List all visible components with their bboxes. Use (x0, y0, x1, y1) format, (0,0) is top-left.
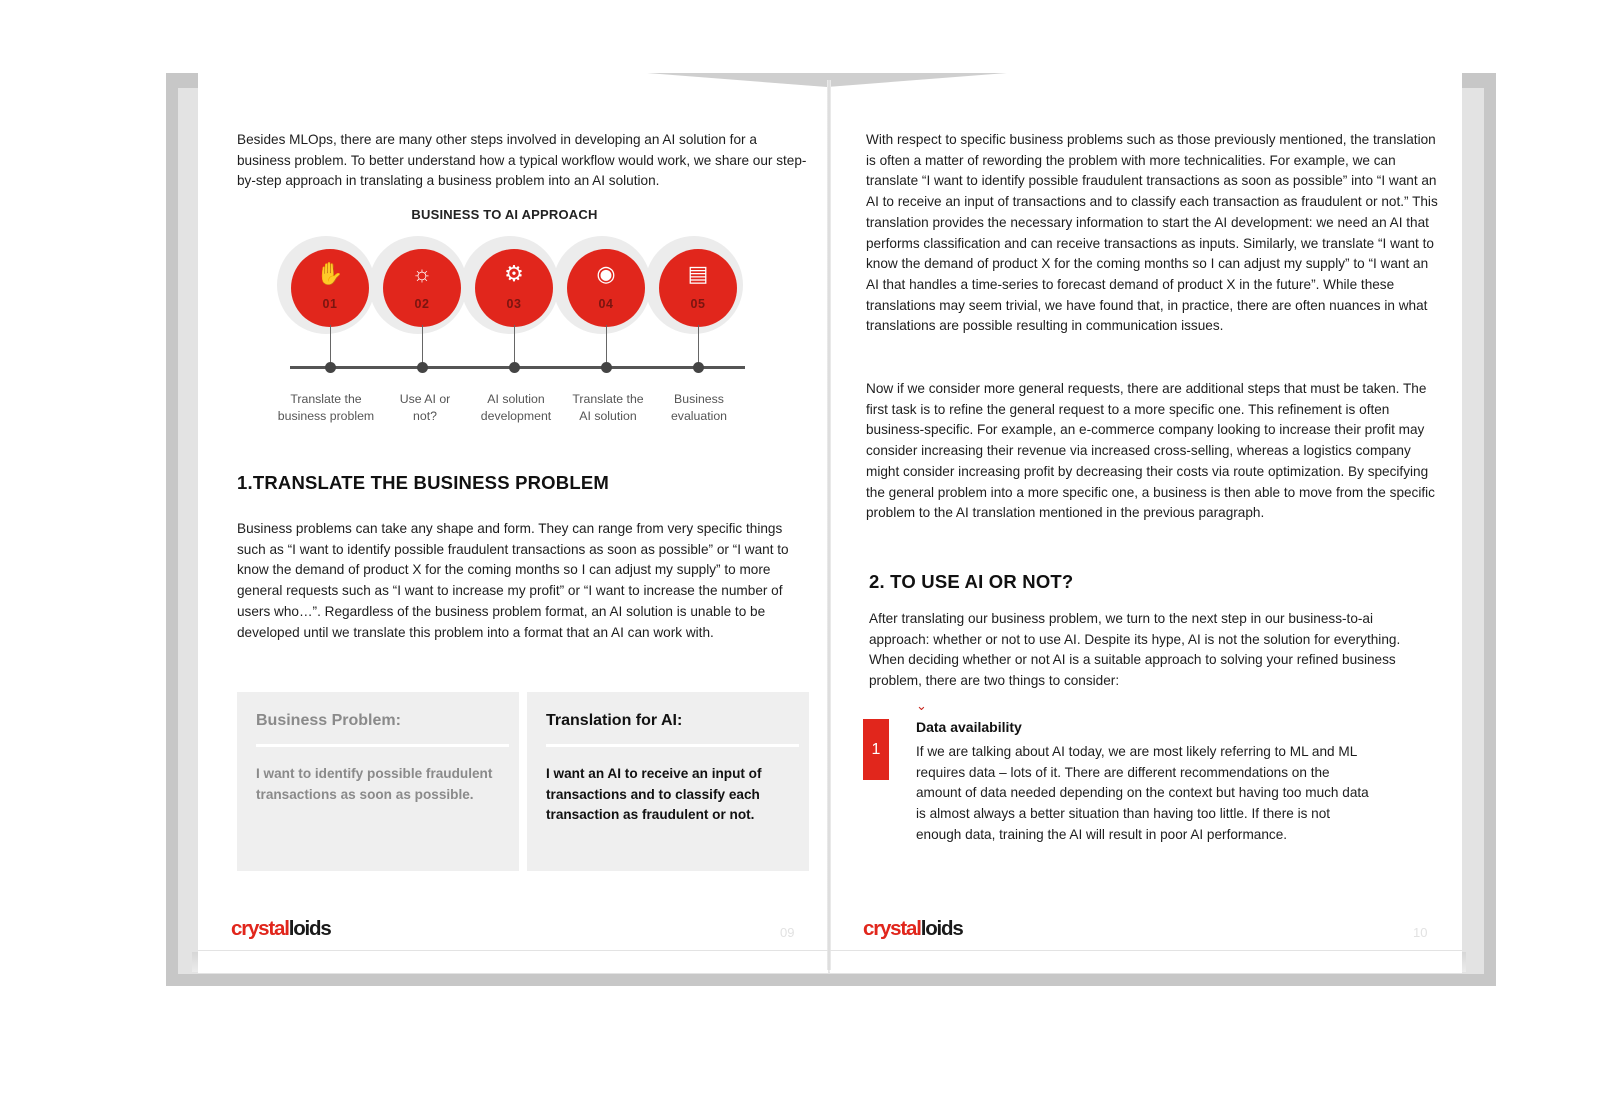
crystalloids-logo (231, 917, 331, 941)
book-spine (827, 80, 831, 970)
lightbulb-head-icon: ☼ (411, 261, 433, 286)
business-problem-box (237, 692, 519, 871)
box-title: Business Problem: (256, 712, 401, 729)
step-label-line: AI solution (487, 392, 545, 406)
box-divider (256, 744, 509, 747)
step-circle-05 (659, 249, 737, 327)
logo-part: loids (288, 917, 331, 940)
chevron-down-icon: ⌄ (916, 698, 927, 713)
right-paragraph-2: Now if we consider more general requests, there are additional steps that must be taken. The first task is to refine the general request to a more specific one. This refinement is often business-specific. For example, an e-commerce company looking to increase their profit may consider increasing their revenue via increased cross-selling, whereas a logistics company might consider increasing profit by decreasing their costs via route optimization. By specifying the general problem into a more specific one, a business is then able to move from the specific problem to the AI translation mentioned in the previous paragraph. (866, 381, 1435, 521)
page-footer-rule (830, 950, 1462, 951)
step-label-line: Use AI or (399, 392, 451, 406)
analytics-globe-icon: ◉ (596, 261, 616, 286)
logo-part: crystal (863, 917, 921, 940)
box-title: Translation for AI: (546, 712, 683, 729)
step-label-line: not? (413, 408, 437, 423)
step-label-line: Translate the (572, 392, 644, 406)
item-body: If we are talking about AI today, we are most likely referring to ML and ML requires data – lots of it. There are different recommendations on the amount of data needed depending on the context but having too much data is almost always a better situation than having too little. If there is not enough data, training the AI will result in poor AI performance. (916, 744, 1369, 842)
page-number: 09 (780, 925, 795, 940)
timeline-dot (693, 362, 704, 373)
timeline-dot (417, 362, 428, 373)
handshake-icon: ✋ (316, 261, 344, 286)
crystalloids-logo (863, 917, 963, 941)
timeline-dot (601, 362, 612, 373)
translation-box (527, 692, 809, 871)
item-title: Data availability (916, 719, 1022, 735)
step-number: 02 (414, 297, 430, 311)
box-text: I want to identify possible fraudulent transactions as soon as possible. (256, 766, 493, 802)
step-label-line: evaluation (670, 408, 728, 423)
step-circle-03 (475, 249, 553, 327)
page-number: 10 (1413, 925, 1428, 940)
logo-part: crystal (231, 917, 289, 940)
step-label-line: Business (674, 392, 724, 406)
page-footer-rule (198, 950, 828, 951)
step-circle-04 (567, 249, 645, 327)
item-number-badge: 1 (863, 719, 889, 780)
section-heading-use-ai: 2. TO USE AI OR NOT? (869, 571, 1074, 592)
timeline-dot (325, 362, 336, 373)
logo-part: loids (920, 917, 963, 940)
intro-paragraph: Besides MLOps, there are many other steps involved in developing an AI solution for a business problem. To better understand how a typical workflow would work, we share our step-by-step approach in translating a business problem into an AI solution. (237, 132, 807, 189)
diagram-title: BUSINESS TO AI APPROACH (411, 207, 598, 222)
step-circle-01 (291, 249, 369, 327)
right-paragraph-1: With respect to specific business problems such as those previously mentioned, the translation is often a matter of rewording the problem with more technicalities. For example, we can translate “I want to identify possible fraudulent transactions as soon as possible” into “I want an AI to receive an input of transactions and to classify each transaction as fraudulent or not.” This translation provides the necessary information to start the AI development: we need an AI that performs classification and can receive transactions as inputs. Similarly, we translate “I want to know the demand of product X for the coming months so I can adjust my supply” to “I want an AI that handles a time-series to forecast demand of product X in the future”. While these translations may seem trivial, we have found that, in practice, there are often nuances in what translations are possible resulting in communication issues. (866, 132, 1438, 334)
step-number: 04 (598, 297, 614, 311)
evaluation-report-icon: ▤ (687, 261, 709, 286)
section-heading-translate: 1.TRANSLATE THE BUSINESS PROBLEM (237, 472, 609, 493)
step-label-05 (644, 391, 754, 424)
step-number: 03 (506, 297, 522, 311)
step-label-line: Translate the (290, 392, 362, 406)
step-label-line: business problem (277, 408, 375, 423)
step-circle-02 (383, 249, 461, 327)
box-text: I want an AI to receive an input of transactions and to classify each transaction as fraudulent or not. (546, 766, 762, 823)
ai-chip-icon: ⚙ (504, 261, 524, 286)
step-label-line: development (480, 408, 552, 423)
step-label-line: AI solution (579, 408, 637, 423)
box-divider (546, 744, 799, 747)
timeline-dot (509, 362, 520, 373)
step-label-01 (271, 391, 381, 424)
step-number: 05 (690, 297, 706, 311)
step-number: 01 (322, 297, 338, 311)
section-body-translate: Business problems can take any shape and form. They can range from very specific things such as “I want to identify possible fraudulent transactions as soon as possible” or “I want to know the demand of product X for the coming months so I can adjust my supply” to more general requests such as “I want to increase my profit” or “I want to increase the number of users who…”. Regardless of the business problem format, an AI solution is unable to be developed until we translate this problem into a format that an AI can work with. (237, 521, 789, 640)
section-body-use-ai: After translating our business problem, we turn to the next step in our business-to-ai approach: whether or not to use AI. Despite its hype, AI is not the solution for everything. When deciding whether or not AI is a suitable approach to solving your refined business problem, there are two things to consider: (869, 611, 1401, 689)
